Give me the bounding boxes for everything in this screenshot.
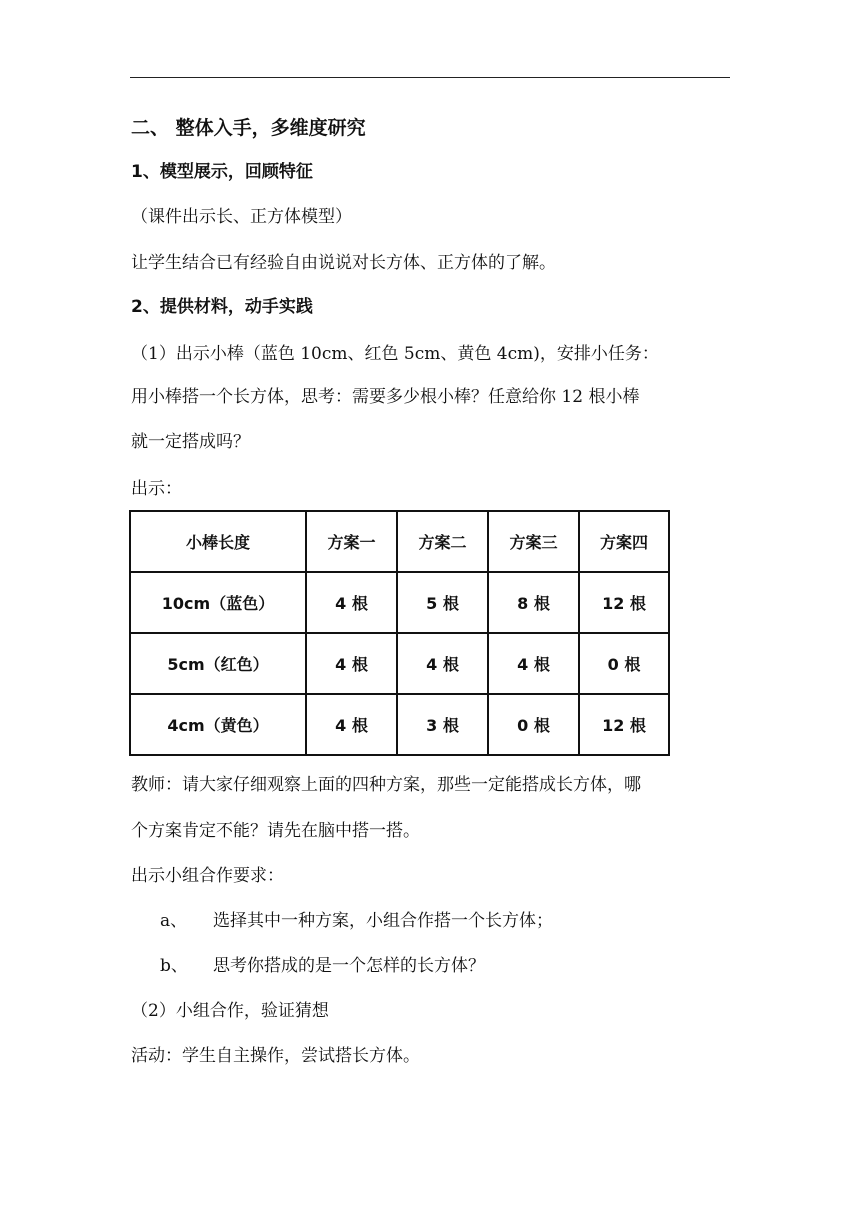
group-requirements: 出示小组合作要求：	[131, 866, 284, 886]
task-line-3: 就一定搭成吗？	[131, 432, 250, 452]
table-cell: 12 根	[579, 694, 669, 755]
table-cell: 4 根	[306, 694, 397, 755]
table-row	[130, 633, 669, 694]
section-heading: 二、 整体入手，多维度研究	[131, 117, 366, 139]
list-item-label-b: b、	[160, 956, 188, 976]
table-header-cell: 方案三	[488, 511, 579, 572]
task-line-2: 用小棒搭一个长方体，思考：需要多少根小棒？任意给你 12 根小棒	[131, 387, 640, 407]
table-cell: 4 根	[306, 633, 397, 694]
step-2-line: （2）小组合作，验证猜想	[131, 1001, 329, 1021]
table-header-cell: 方案四	[579, 511, 669, 572]
table-cell: 5cm（红色）	[130, 633, 306, 694]
table-cell: 8 根	[488, 572, 579, 633]
paragraph-discussion: 让学生结合已有经验自由说说对长方体、正方体的了解。	[131, 253, 556, 273]
table-cell: 3 根	[397, 694, 488, 755]
show-label: 出示：	[131, 479, 182, 499]
courseware-note: （课件出示长、正方体模型）	[131, 207, 352, 227]
table-row	[130, 572, 669, 633]
table-row	[130, 694, 669, 755]
table-header-cell: 小棒长度	[130, 511, 306, 572]
table-cell: 4 根	[488, 633, 579, 694]
list-item-text-b: 思考你搭成的是一个怎样的长方体？	[213, 956, 485, 976]
table-cell: 0 根	[488, 694, 579, 755]
table-cell: 12 根	[579, 572, 669, 633]
task-line-1: （1）出示小棒（蓝色 10cm、红色 5cm、黄色 4cm)，安排小任务：	[131, 344, 659, 364]
table-cell: 4 根	[397, 633, 488, 694]
table-cell: 10cm（蓝色）	[130, 572, 306, 633]
list-item-label-a: a、	[160, 911, 188, 931]
activity-line: 活动：学生自主操作，尝试搭长方体。	[131, 1046, 420, 1066]
plan-table	[129, 510, 670, 756]
table-cell: 4cm（黄色）	[130, 694, 306, 755]
table-cell: 0 根	[579, 633, 669, 694]
table-cell: 4 根	[306, 572, 397, 633]
table-cell: 5 根	[397, 572, 488, 633]
teacher-line-1: 教师：请大家仔细观察上面的四种方案，那些一定能搭成长方体，哪	[131, 775, 641, 795]
teacher-line-2: 个方案肯定不能？请先在脑中搭一搭。	[131, 821, 420, 841]
table-header-cell: 方案一	[306, 511, 397, 572]
subheading-model: 1、模型展示，回顾特征	[131, 162, 313, 182]
subheading-practice: 2、提供材料，动手实践	[131, 297, 313, 317]
header-rule	[130, 77, 730, 78]
list-item-text-a: 选择其中一种方案，小组合作搭一个长方体；	[213, 911, 553, 931]
table-header-cell: 方案二	[397, 511, 488, 572]
table-header-row	[130, 511, 669, 572]
